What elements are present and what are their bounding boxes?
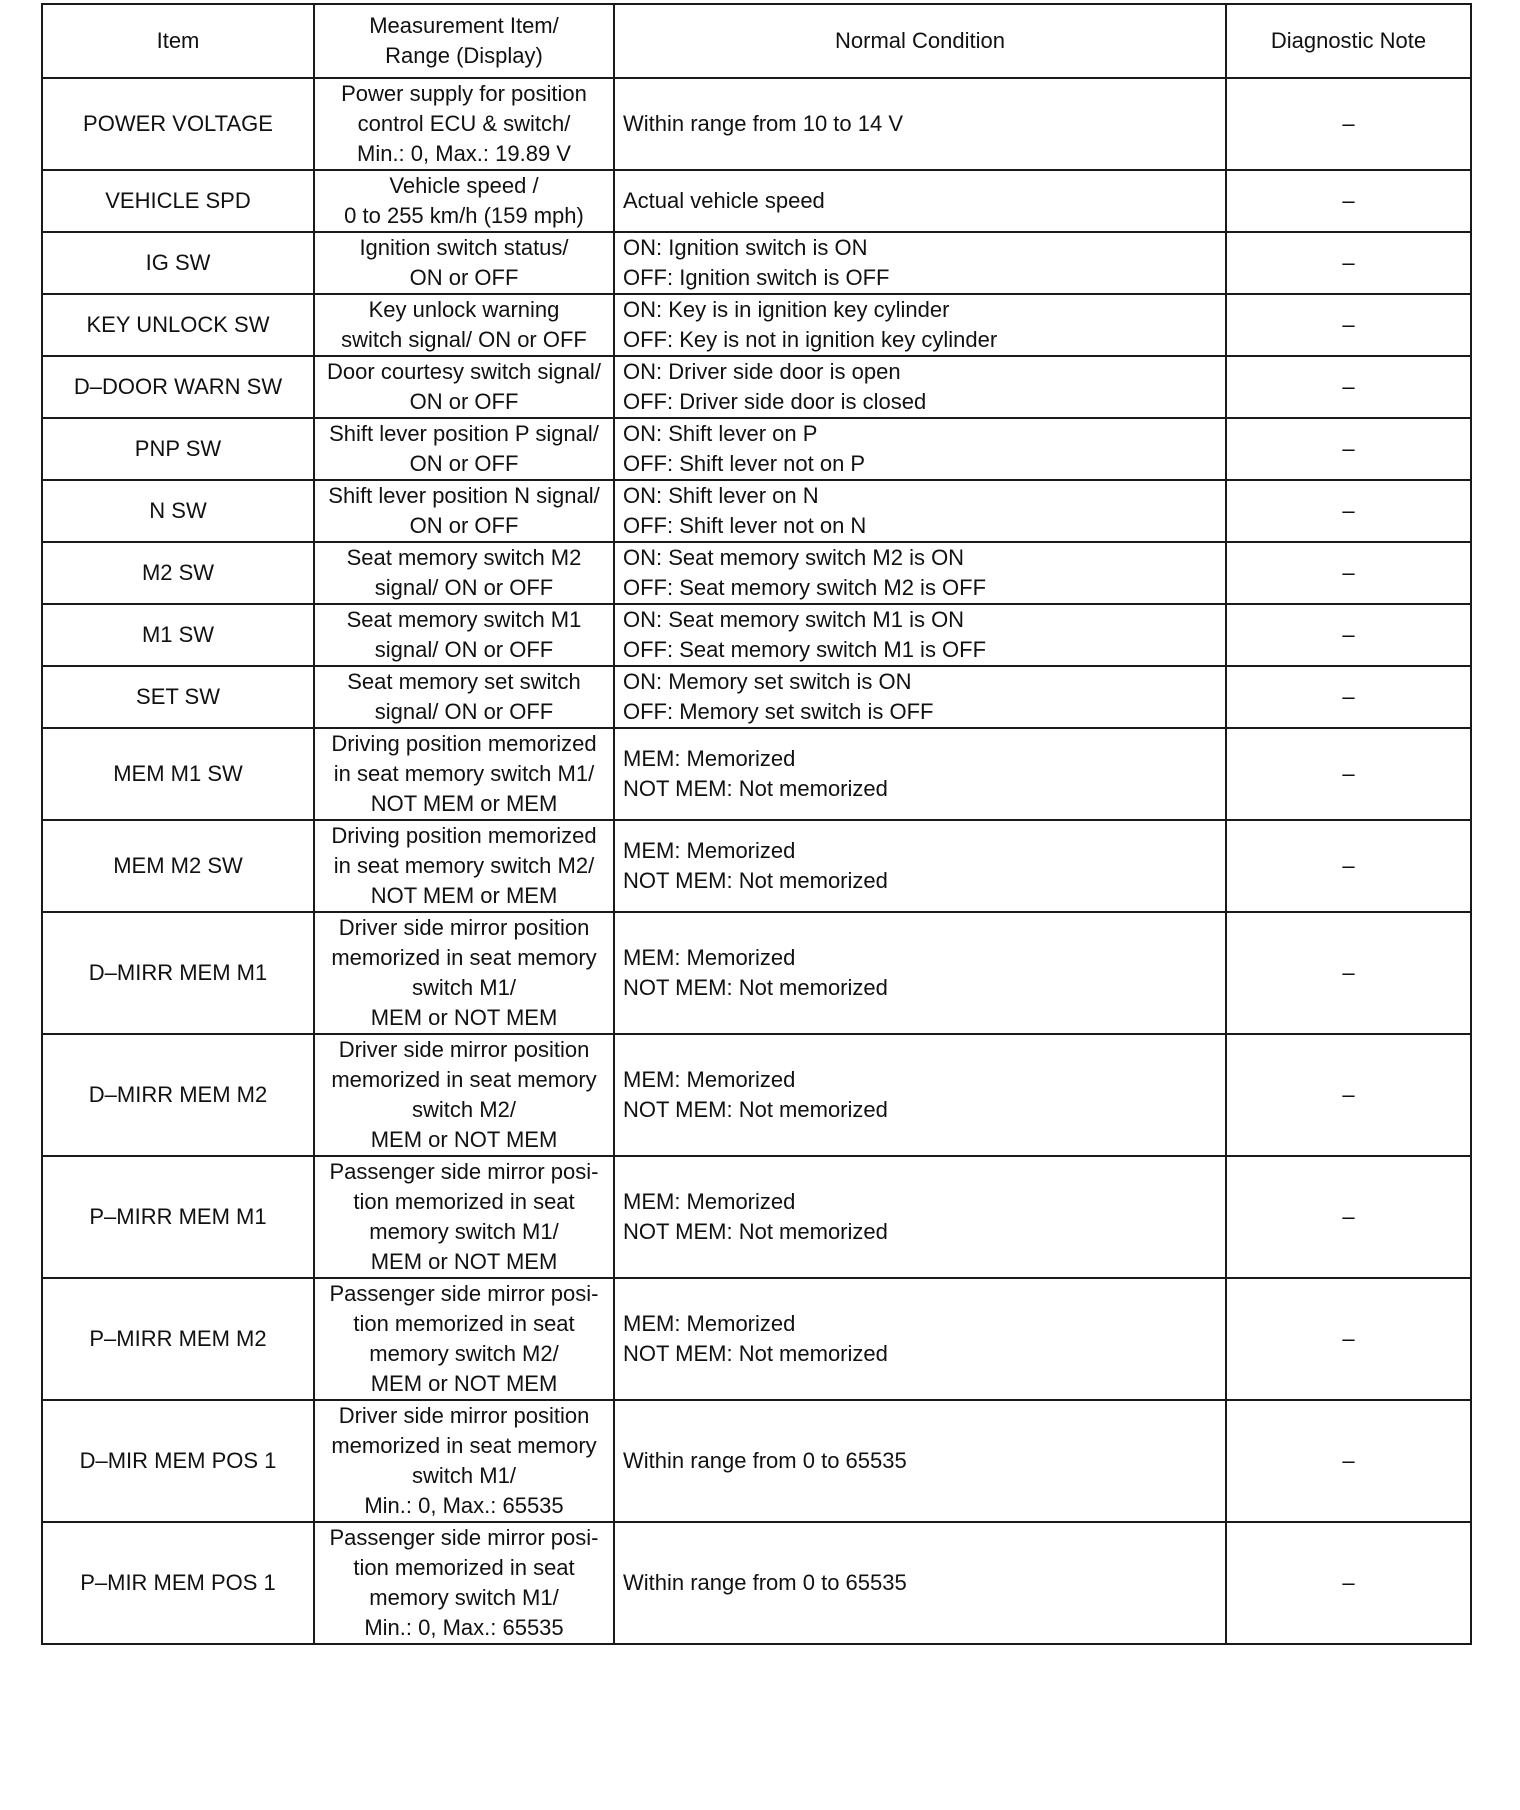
normal-condition-cell: Actual vehicle speed [614, 170, 1226, 232]
table-row [42, 1400, 1471, 1522]
item-cell: D–MIRR MEM M1 [42, 912, 314, 1034]
diagnostic-note-cell: – [1226, 418, 1471, 480]
measurement-cell: Passenger side mirror posi- tion memorized in seat memory switch M1/ Min.: 0, Max.: 65535 [314, 1522, 614, 1644]
normal-condition-cell: MEM: Memorized NOT MEM: Not memorized [614, 728, 1226, 820]
table-row [42, 604, 1471, 666]
item-cell: M2 SW [42, 542, 314, 604]
table-row [42, 418, 1471, 480]
diagnostic-note-cell: – [1226, 1400, 1471, 1522]
normal-condition-cell: MEM: Memorized NOT MEM: Not memorized [614, 912, 1226, 1034]
measurement-cell: Power supply for position control ECU & switch/ Min.: 0, Max.: 19.89 V [314, 78, 614, 170]
measurement-cell: Passenger side mirror posi- tion memorized in seat memory switch M1/ MEM or NOT MEM [314, 1156, 614, 1278]
header-normal-condition: Normal Condition [614, 4, 1226, 78]
table-row [42, 542, 1471, 604]
measurement-cell: Seat memory set switch signal/ ON or OFF [314, 666, 614, 728]
item-cell: P–MIR MEM POS 1 [42, 1522, 314, 1644]
item-cell: MEM M2 SW [42, 820, 314, 912]
diagnostic-note-cell: – [1226, 170, 1471, 232]
measurement-cell: Driving position memorized in seat memory switch M1/ NOT MEM or MEM [314, 728, 614, 820]
measurement-cell: Driver side mirror position memorized in seat memory switch M1/ MEM or NOT MEM [314, 912, 614, 1034]
item-cell: POWER VOLTAGE [42, 78, 314, 170]
measurement-cell: Shift lever position P signal/ ON or OFF [314, 418, 614, 480]
table-row [42, 728, 1471, 820]
normal-condition-cell: MEM: Memorized NOT MEM: Not memorized [614, 1034, 1226, 1156]
diagnostic-note-cell: – [1226, 294, 1471, 356]
table-row [42, 1522, 1471, 1644]
normal-condition-cell: ON: Seat memory switch M2 is ON OFF: Seat memory switch M2 is OFF [614, 542, 1226, 604]
normal-condition-cell: ON: Key is in ignition key cylinder OFF: Key is not in ignition key cylinder [614, 294, 1226, 356]
table-row [42, 1034, 1471, 1156]
diagnostic-note-cell: – [1226, 1034, 1471, 1156]
item-cell: MEM M1 SW [42, 728, 314, 820]
item-cell: KEY UNLOCK SW [42, 294, 314, 356]
item-cell: IG SW [42, 232, 314, 294]
measurement-cell: Driver side mirror position memorized in seat memory switch M1/ Min.: 0, Max.: 65535 [314, 1400, 614, 1522]
diagnostic-note-cell: – [1226, 820, 1471, 912]
table-row [42, 356, 1471, 418]
normal-condition-cell: ON: Ignition switch is ON OFF: Ignition switch is OFF [614, 232, 1226, 294]
normal-condition-cell: ON: Driver side door is open OFF: Driver side door is closed [614, 356, 1226, 418]
normal-condition-cell: Within range from 0 to 65535 [614, 1522, 1226, 1644]
measurement-cell: Driving position memorized in seat memory switch M2/ NOT MEM or MEM [314, 820, 614, 912]
item-cell: M1 SW [42, 604, 314, 666]
table-row [42, 232, 1471, 294]
normal-condition-cell: Within range from 0 to 65535 [614, 1400, 1226, 1522]
table-row [42, 1156, 1471, 1278]
item-cell: D–DOOR WARN SW [42, 356, 314, 418]
measurement-cell: Passenger side mirror posi- tion memorized in seat memory switch M2/ MEM or NOT MEM [314, 1278, 614, 1400]
table-row [42, 78, 1471, 170]
diagnostic-note-cell: – [1226, 480, 1471, 542]
diagnostic-note-cell: – [1226, 604, 1471, 666]
measurement-cell: Vehicle speed / 0 to 255 km/h (159 mph) [314, 170, 614, 232]
diagnostic-note-cell: – [1226, 78, 1471, 170]
diagnostic-note-cell: – [1226, 1522, 1471, 1644]
header-item: Item [42, 4, 314, 78]
measurement-cell: Key unlock warning switch signal/ ON or OFF [314, 294, 614, 356]
normal-condition-cell: Within range from 10 to 14 V [614, 78, 1226, 170]
item-cell: D–MIRR MEM M2 [42, 1034, 314, 1156]
table-row [42, 480, 1471, 542]
item-cell: VEHICLE SPD [42, 170, 314, 232]
diagnostic-note-cell: – [1226, 666, 1471, 728]
normal-condition-cell: ON: Seat memory switch M1 is ON OFF: Seat memory switch M1 is OFF [614, 604, 1226, 666]
normal-condition-cell: ON: Shift lever on P OFF: Shift lever not on P [614, 418, 1226, 480]
diagnostic-note-cell: – [1226, 232, 1471, 294]
normal-condition-cell: MEM: Memorized NOT MEM: Not memorized [614, 1278, 1226, 1400]
measurement-cell: Driver side mirror position memorized in seat memory switch M2/ MEM or NOT MEM [314, 1034, 614, 1156]
item-cell: P–MIRR MEM M1 [42, 1156, 314, 1278]
diagnostic-note-cell: – [1226, 1156, 1471, 1278]
item-cell: P–MIRR MEM M2 [42, 1278, 314, 1400]
header-diagnostic-note: Diagnostic Note [1226, 4, 1471, 78]
data-list-table [41, 3, 1472, 1645]
table-row [42, 666, 1471, 728]
diagnostic-note-cell: – [1226, 912, 1471, 1034]
table-row [42, 294, 1471, 356]
normal-condition-cell: ON: Memory set switch is ON OFF: Memory set switch is OFF [614, 666, 1226, 728]
item-cell: D–MIR MEM POS 1 [42, 1400, 314, 1522]
diagnostic-note-cell: – [1226, 356, 1471, 418]
table-row [42, 170, 1471, 232]
table-row [42, 912, 1471, 1034]
item-cell: SET SW [42, 666, 314, 728]
normal-condition-cell: MEM: Memorized NOT MEM: Not memorized [614, 1156, 1226, 1278]
header-row [42, 4, 1471, 78]
diagnostic-note-cell: – [1226, 542, 1471, 604]
measurement-cell: Seat memory switch M2 signal/ ON or OFF [314, 542, 614, 604]
diagnostic-note-cell: – [1226, 1278, 1471, 1400]
measurement-cell: Shift lever position N signal/ ON or OFF [314, 480, 614, 542]
measurement-cell: Seat memory switch M1 signal/ ON or OFF [314, 604, 614, 666]
table-body [42, 78, 1471, 1644]
table-row [42, 1278, 1471, 1400]
normal-condition-cell: MEM: Memorized NOT MEM: Not memorized [614, 820, 1226, 912]
normal-condition-cell: ON: Shift lever on N OFF: Shift lever not on N [614, 480, 1226, 542]
header-measurement: Measurement Item/ Range (Display) [314, 4, 614, 78]
table-row [42, 820, 1471, 912]
measurement-cell: Door courtesy switch signal/ ON or OFF [314, 356, 614, 418]
diagnostic-note-cell: – [1226, 728, 1471, 820]
item-cell: PNP SW [42, 418, 314, 480]
item-cell: N SW [42, 480, 314, 542]
measurement-cell: Ignition switch status/ ON or OFF [314, 232, 614, 294]
